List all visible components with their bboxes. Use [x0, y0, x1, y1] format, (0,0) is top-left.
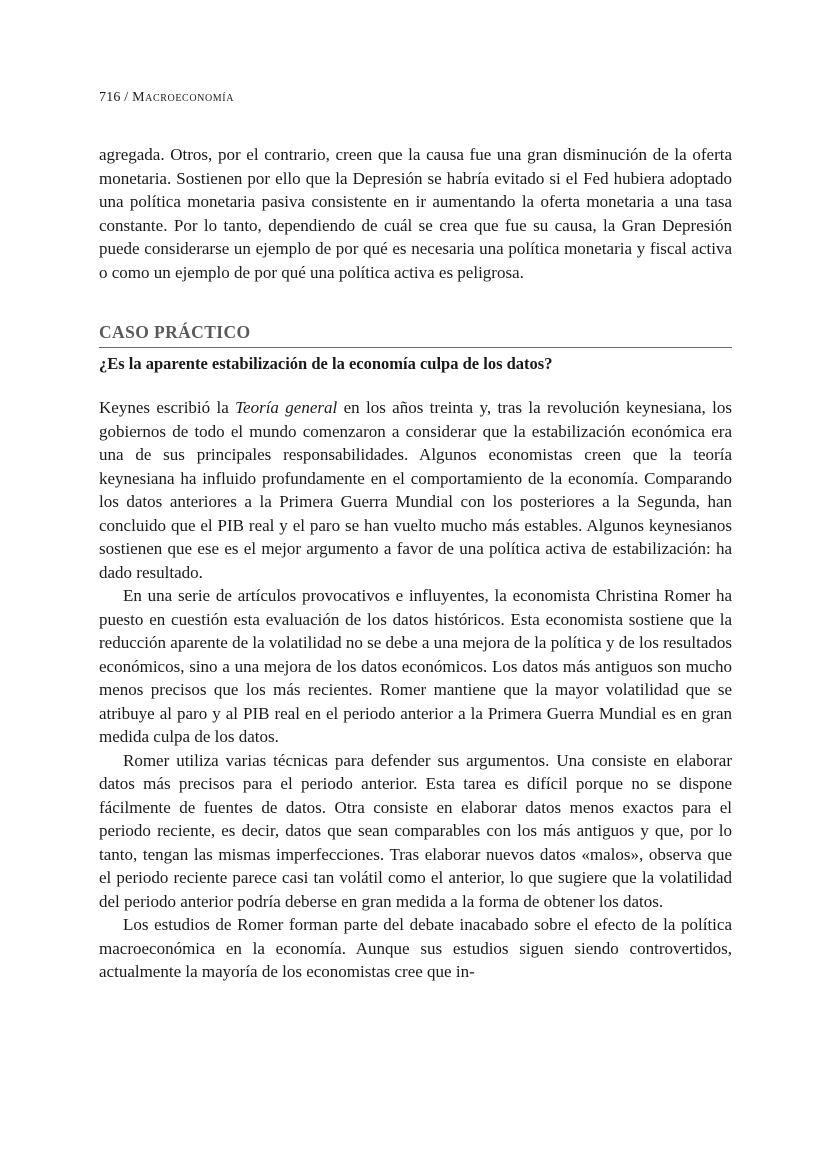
book-title: Macroeconomía [132, 90, 235, 105]
header-separator: / [120, 90, 133, 105]
running-head [99, 90, 732, 106]
case-study-paragraph-1 [99, 396, 732, 584]
page-number: 716 [99, 90, 121, 105]
case-study-section [99, 322, 732, 984]
paragraph-1-text-end: en los años treinta y, tras la revolución keynesiana, los gobiernos de todo el mundo comenzaron a considerar que la estabilización económica era una de sus principales responsabilidades. Algunos economistas creen que la teoría keynesiana ha influido profundamente en el comportamiento de la economía. Comparando los datos anteriores a la Primera Guerra Mundial con los posteriores a la Segunda, han concluido que el PIB real y el paro se han vuelto mucho más estables. Algunos keynesianos sostienen que ese es el mejor argumento a favor de una política activa de estabilización: ha dado resultado. [99, 398, 733, 582]
case-study-label: CASO PRÁCTICO [99, 322, 732, 348]
paragraph-1-text-start: Keynes escribió la [99, 398, 236, 417]
case-study-paragraph-2: En una serie de artículos provocativos e influyentes, la economista Christina Romer ha puesto en cuestión esta evaluación de los datos históricos. Esta economista sostiene que la reducción aparente de la volatilidad no se debe a una mejora de la política y de los resultados económicos, sino a una mejora de los datos económicos. Los datos más antiguos son mucho menos precisos que los más recientes. Romer mantiene que la mayor volatilidad que se atribuye al paro y al PIB real en el periodo anterior a la Primera Guerra Mundial es en gran medida culpa de los datos. [99, 586, 733, 746]
case-study-title: ¿Es la aparente estabilización de la economía culpa de los datos? [99, 354, 553, 373]
book-title-italic: Teoría general [235, 398, 338, 417]
intro-paragraph: agregada. Otros, por el contrario, creen que la causa fue una gran disminución de la oferta monetaria. Sostienen por ello que la Depresión se habría evitado si el Fed hubiera adoptado una política monetaria pasiva consistente en ir aumentando la oferta monetaria a una tasa constante. Por lo tanto, dependiendo de cuál se crea que fue su causa, la Gran Depresión puede considerarse un ejemplo de por qué es necesaria una política monetaria y fiscal activa o como un ejemplo de por qué una política activa es peligrosa. [99, 145, 732, 282]
book-page [99, 90, 732, 984]
case-study-paragraph-4: Los estudios de Romer forman parte del debate inacabado sobre el efecto de la política macroeconómica en la economía. Aunque sus estudios siguen siendo controvertidos, actualmente la mayoría de los economistas cree que in- [99, 915, 732, 981]
case-study-paragraph-3: Romer utiliza varias técnicas para defender sus argumentos. Una consiste en elaborar datos más precisos para el periodo anterior. Esta tarea es difícil porque no se dispone fácilmente de fuentes de datos. Otra consiste en elaborar datos menos exactos para el periodo reciente, es decir, datos que sean comparables con los más antiguos y que, por lo tanto, tengan las mismas imperfecciones. Tras elaborar nuevos datos «malos», observa que el periodo reciente parece casi tan volátil como el anterior, lo que sugiere que la volatilidad del periodo anterior podría deberse en gran medida a la forma de obtener los datos. [99, 750, 732, 911]
